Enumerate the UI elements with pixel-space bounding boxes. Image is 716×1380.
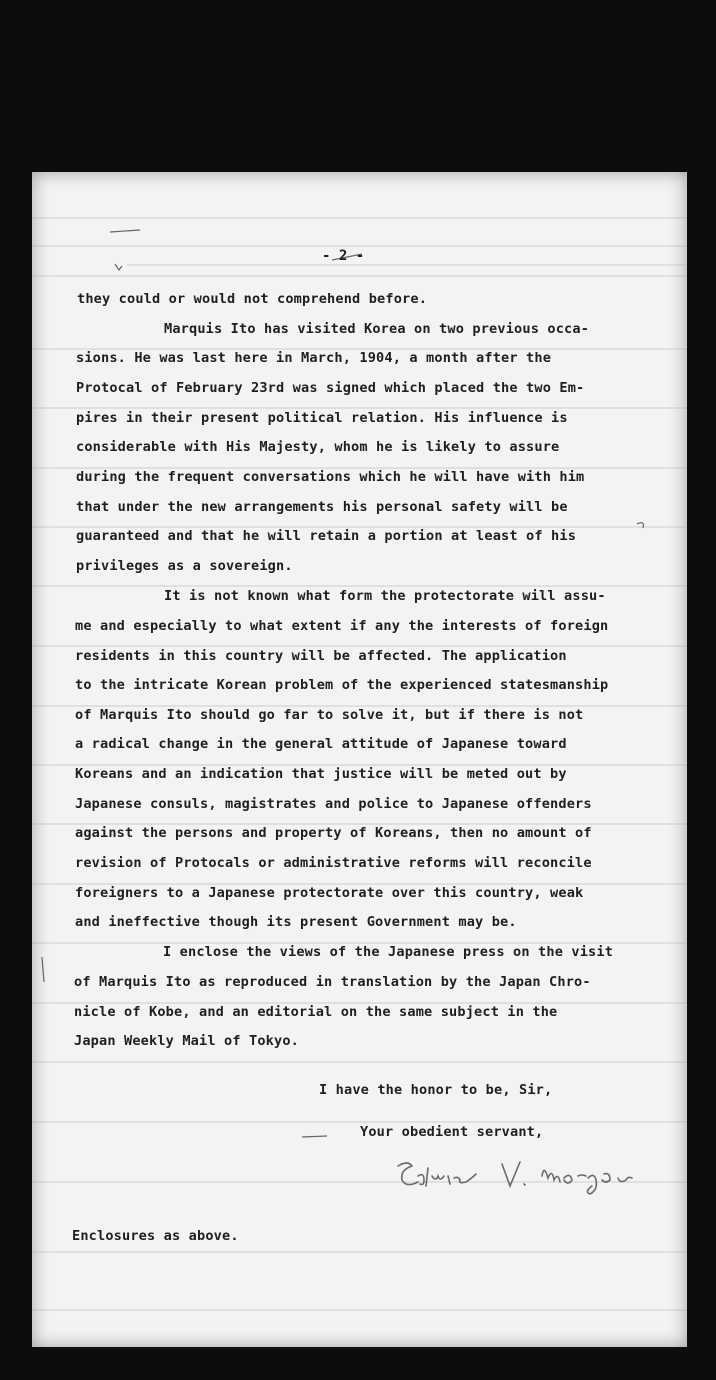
body-line: against the persons and property of Koreans, then no amount of (75, 825, 592, 841)
body-line: revision of Protocals or administrative reforms will reconcile (75, 855, 592, 871)
body-line: guaranteed and that he will retain a portion at least of his (76, 528, 577, 544)
body-line: sions. He was last here in March, 1904, a month after the (76, 350, 552, 366)
body-line: I enclose the views of the Japanese press on the visit (163, 944, 614, 960)
document-page (32, 172, 687, 1347)
closing-line: I have the honor to be, Sir, (319, 1082, 553, 1098)
body-line: Japanese consuls, magistrates and police to Japanese offenders (75, 796, 592, 812)
body-line: Marquis Ito has visited Korea on two previous occa- (164, 321, 590, 337)
body-line: a radical change in the general attitude of Japanese toward (75, 736, 567, 752)
body-line: of Marquis Ito should go far to solve it, but if there is not (75, 707, 584, 723)
enclosures-note: Enclosures as above. (72, 1228, 239, 1244)
body-line: Protocal of February 23rd was signed which placed the two Em- (76, 380, 585, 396)
handwritten-signature (392, 1154, 652, 1204)
body-line: to the intricate Korean problem of the experienced statesmanship (75, 677, 609, 693)
body-line: It is not known what form the protectorate will assu- (164, 588, 606, 604)
body-line: foreigners to a Japanese protectorate over this country, weak (75, 885, 584, 901)
body-line: Japan Weekly Mail of Tokyo. (74, 1033, 300, 1049)
body-line: residents in this country will be affected. The application (75, 648, 567, 664)
body-line: that under the new arrangements his personal safety will be (76, 499, 568, 515)
body-line: privileges as a sovereign. (76, 558, 293, 574)
body-line: me and especially to what extent if any the interests of foreign (75, 618, 609, 634)
body-line: and ineffective though its present Government may be. (75, 914, 517, 930)
body-line: pires in their present political relation. His influence is (76, 410, 568, 426)
body-line: of Marquis Ito as reproduced in translation by the Japan Chro- (74, 974, 591, 990)
body-line: Koreans and an indication that justice will be meted out by (75, 766, 567, 782)
closing-line: Your obedient servant, (360, 1124, 544, 1140)
body-line: they could or would not comprehend before. (77, 291, 428, 307)
page-number: - 2 - (322, 248, 365, 264)
body-line: during the frequent conversations which he will have with him (76, 469, 585, 485)
body-line: nicle of Kobe, and an editorial on the same subject in the (74, 1004, 558, 1020)
body-line: considerable with His Majesty, whom he is likely to assure (76, 439, 560, 455)
